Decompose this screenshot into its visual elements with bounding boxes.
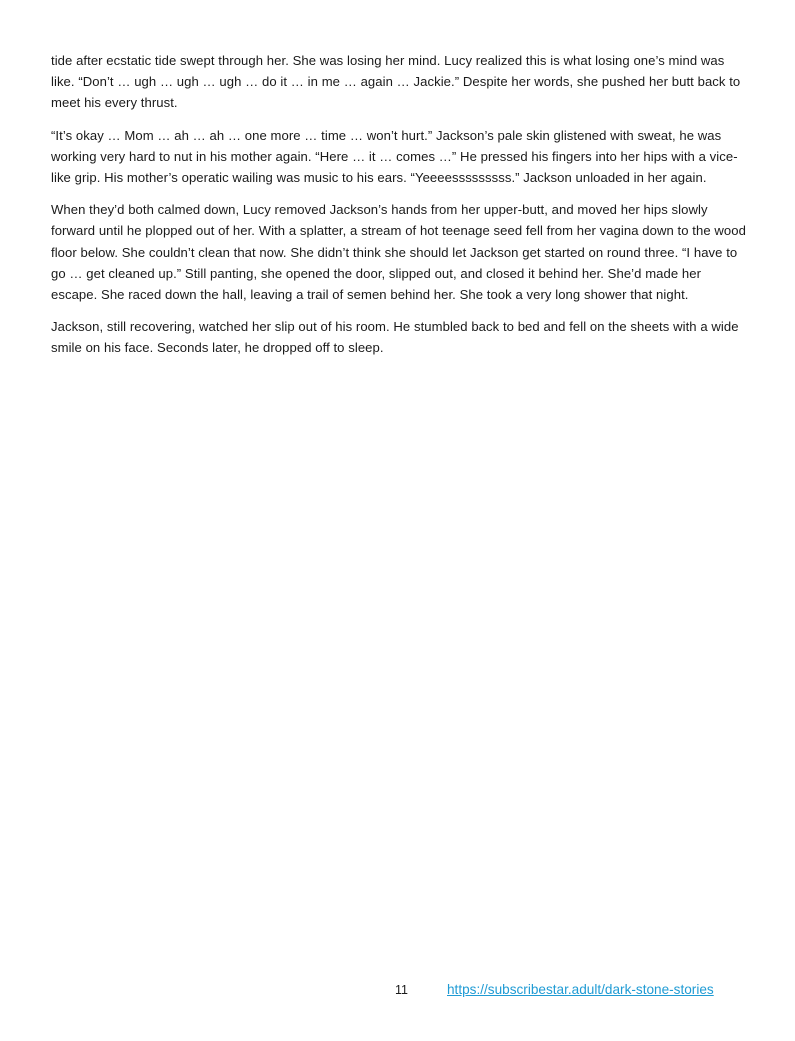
paragraph: Jackson, still recovering, watched her slip out of his room. He stumbled back to bed and fell on the sheets with a wide smile on his face. Seconds later, he dropped off to sleep. bbox=[51, 319, 739, 356]
subscribestar-link[interactable]: https://subscribestar.adult/dark-stone-stories bbox=[447, 982, 714, 997]
document-body bbox=[51, 50, 751, 359]
page-number: 11 bbox=[395, 983, 408, 997]
page-footer bbox=[51, 980, 751, 1004]
paragraph: tide after ecstatic tide swept through her. She was losing her mind. Lucy realized this is what losing one’s mind was like. “Don’t … ugh … ugh … ugh … do it … in me … again … Jackie.” Despite her words, she pushed her butt back to meet his every thrust. bbox=[51, 53, 741, 111]
paragraph: “It’s okay … Mom … ah … ah … one more … time … won’t hurt.” Jackson’s pale skin glistened with sweat, he was working very hard to nut in his mother again. “Here … it … comes …” He pressed his fingers into her hips with a vice-like grip. His mother’s operatic wailing was music to his ears. “Yeeeesssssssss.” Jackson unloaded in her again. bbox=[51, 127, 738, 186]
paragraph: When they’d both calmed down, Lucy removed Jackson’s hands from her upper-butt, and moved her hips slowly forward until he plopped out of her. With a splatter, a stream of hot teenage seed fell from her vagina down to the wood floor below. She couldn’t clean that now. She didn’t think she should let Jackson get started on round three. “I have to go … get cleaned up.” Still panting, she opened the door, slipped out, and closed it behind her. She’d made her escape. She raced down the hall, leaving a trail of semen behind her. She took a very long shower that night. bbox=[51, 202, 746, 303]
